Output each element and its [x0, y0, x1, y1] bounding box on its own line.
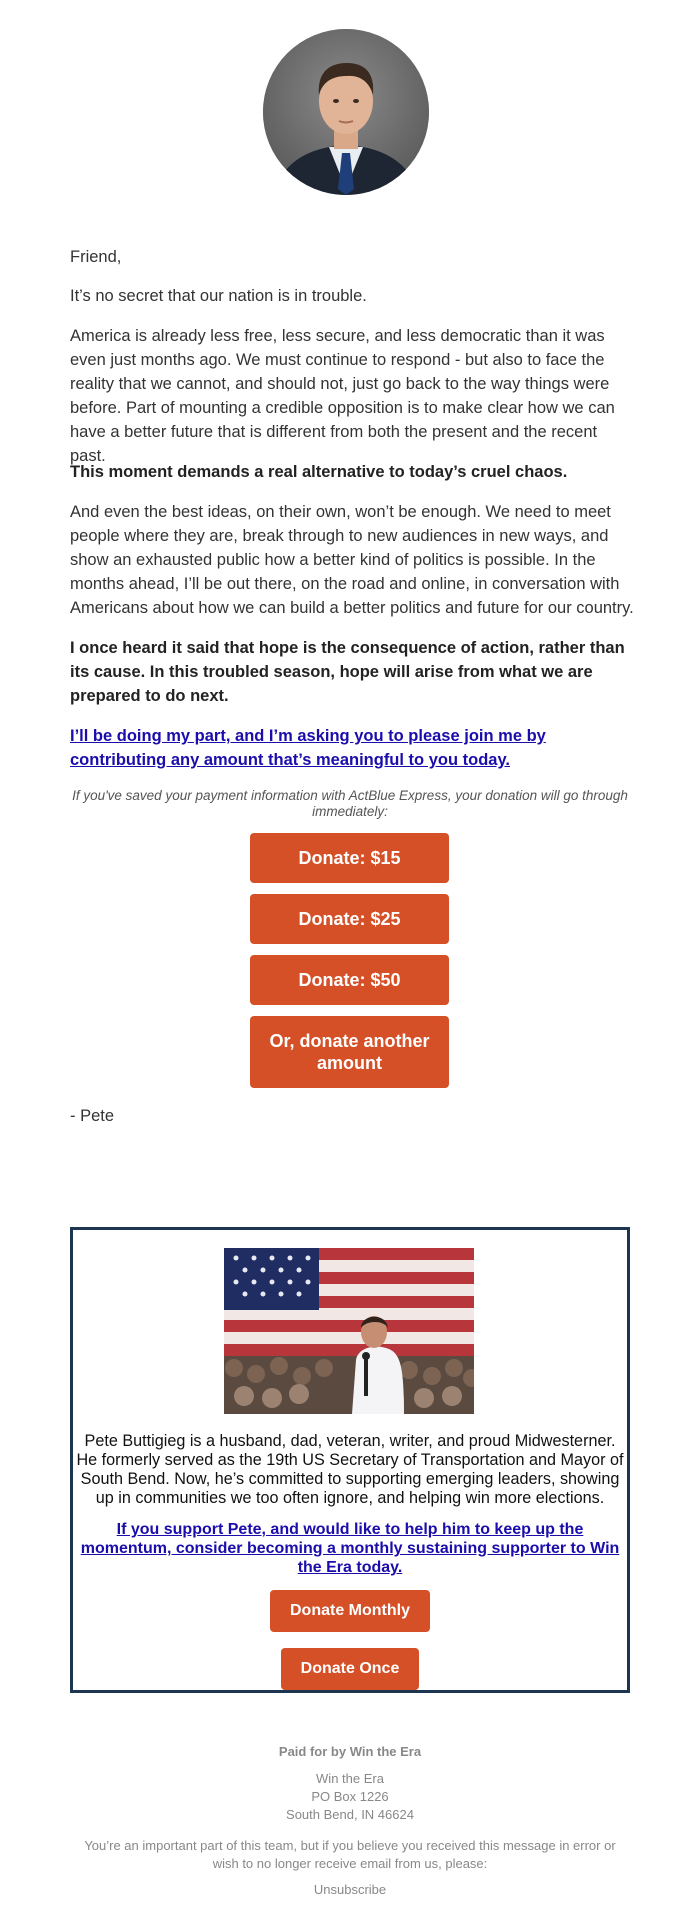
donate-25-button[interactable]: Donate: $25: [250, 894, 449, 944]
footer-address-line1: PO Box 1226: [311, 1789, 389, 1804]
paragraph-trouble: It’s no secret that our nation is in trouble.: [70, 287, 367, 305]
donate-other-amount-button[interactable]: Or, donate another amount: [250, 1016, 449, 1088]
paragraph-best-ideas: And even the best ideas, on their own, won’t be enough. We need to meet people where they are, break through to new audiences in new ways, and show an exhausted public how a better kind of politics is possible. In the months ahead, I’ll be out there, on the road and online, in conversation with Americans about how we can build a better politics and future for our country.: [70, 503, 634, 617]
footer-note: You’re an important part of this team, but if you believe you received this message in error or wish to no longer receive email from us, please:: [84, 1838, 616, 1871]
footer-org: Win the Era: [316, 1771, 384, 1786]
pete-portrait-avatar: [263, 29, 429, 195]
donate-50-button[interactable]: Donate: $50: [250, 955, 449, 1005]
actblue-express-note: If you've saved your payment information with ActBlue Express, your donation will go through immediately:: [72, 788, 628, 819]
pete-rally-photo: [224, 1248, 474, 1414]
paragraph-hope-bold: I once heard it said that hope is the consequence of action, rather than its cause. In this troubled season, hope will arise from what we are prepared to do next.: [70, 639, 625, 705]
paragraph-america: America is already less free, less secure, and less democratic than it was even just months ago. We must continue to respond - but also to face the reality that we cannot, and should not, just go back to the way things were before. Part of mounting a credible opposition is to make clear how we can have a better future that is different from both the present and the recent past.: [70, 327, 615, 465]
signoff: - Pete: [70, 1107, 115, 1125]
monthly-supporter-link[interactable]: If you support Pete, and would like to help him to keep up the momentum, consider becoming a monthly sustaining supporter to Win the Era today.: [80, 1521, 620, 1576]
rally-photo-illustration: [224, 1248, 474, 1414]
footer-address-line2: South Bend, IN 46624: [286, 1807, 414, 1822]
greeting: Friend,: [70, 248, 122, 266]
pete-bio: Pete Buttigieg is a husband, dad, veteran, writer, and proud Midwesterner. He formerly served as the 19th US Secretary of Transportation and Mayor of South Bend. Now, he’s committed to supporting emerging leaders, showing up in communities we too often ignore, and helping win more elections.: [76, 1432, 624, 1507]
unsubscribe-link[interactable]: Unsubscribe: [313, 1882, 387, 1897]
donate-monthly-button[interactable]: Donate Monthly: [270, 1590, 430, 1632]
paid-for-by: Paid for by Win the Era: [278, 1744, 422, 1759]
contribute-link[interactable]: I’ll be doing my part, and I’m asking you to please join me by contributing any amount that’s meaningful to you today.: [70, 727, 546, 769]
donate-once-button[interactable]: Donate Once: [281, 1648, 419, 1690]
donate-15-button[interactable]: Donate: $15: [250, 833, 449, 883]
portrait-illustration: [263, 29, 429, 195]
paragraph-moment-bold: This moment demands a real alternative to today’s cruel chaos.: [70, 463, 568, 481]
